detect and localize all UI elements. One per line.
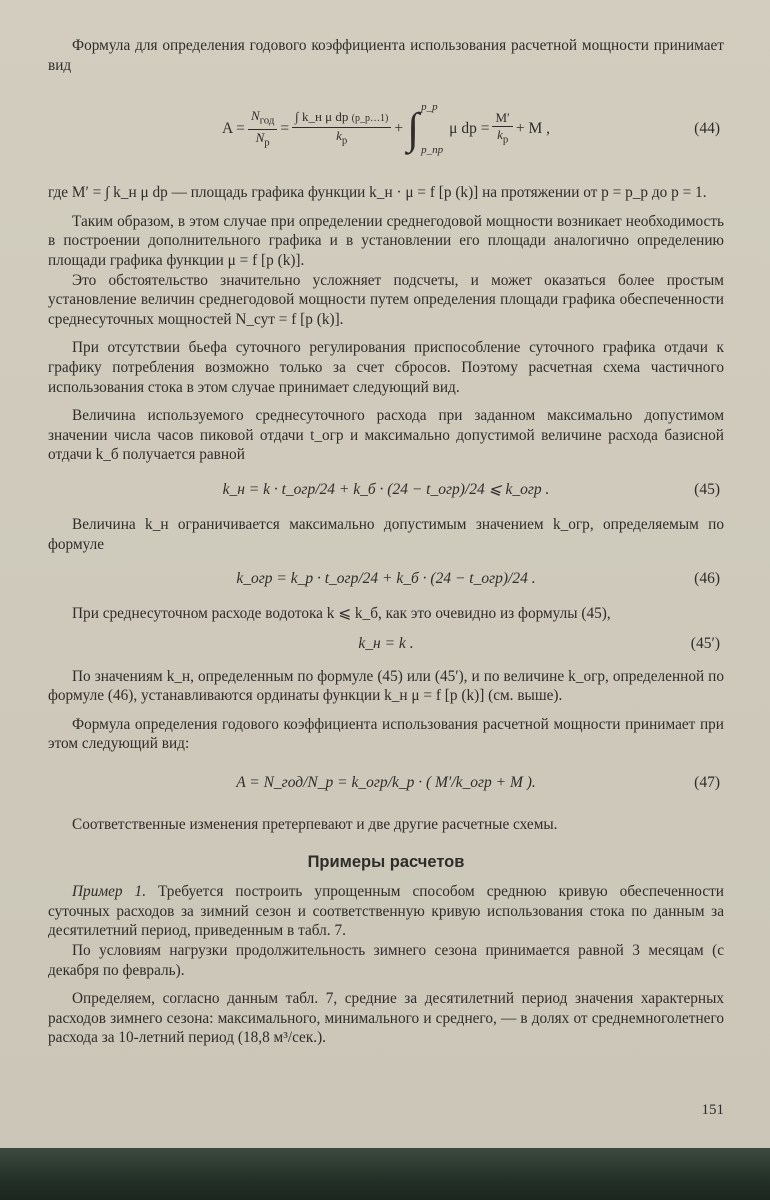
equation-number: (44) <box>694 120 720 138</box>
paragraph: Соответственные изменения претерпевают и две другие расчетные схемы. <box>72 816 558 834</box>
paragraph: При среднесуточном расходе водотока k ⩽ k_б, как это очевидно из формулы (45), <box>72 605 611 623</box>
paragraph: Величина используемого среднесуточного расхода при заданном максимально допустимом значении числа часов пиковой отдачи t_огр и максимально допустимой величине расхода базисной отдачи k_б получается равной <box>48 407 724 464</box>
paragraph: Таким образом, в этом случае при определении среднегодовой мощности возникает необходимость в построении дополнительного графика и в установлении его площади аналогично определению площади графика функции μ = f [p (k)]. <box>48 212 724 269</box>
equation-46: k_огр = k_р · t_огр/24 + k_б · (24 − t_огр)/24 . (46) <box>236 570 720 588</box>
equation-number: (46) <box>694 570 720 588</box>
integral-limits: p_р p_пр <box>421 101 444 156</box>
paragraph: Формула для определения годового коэффициента использования расчетной мощности принимает вид <box>48 37 724 74</box>
integral-sign: ∫ <box>407 104 420 154</box>
eq44-frac-m: $\frac{M'}{k_р}$ <box>492 111 512 147</box>
paragraph: Это обстоятельство значительно усложняет подсчеты, и может оказаться более простым установление величин среднегодовой мощности путем определения площади графика обеспеченности среднесуточных мощностей N_сут = f [p (k)]. <box>48 271 724 328</box>
equation-number: (45′) <box>690 634 720 652</box>
book-binding <box>0 1148 770 1200</box>
paragraph: По условиям нагрузки продолжительность зимнего сезона принимается равной 3 месяцам (с декабря по февраль). <box>48 942 724 979</box>
equation-47: A = N_год/N_р = k_огр/k_р · ( M′/k_огр + M ). (47) <box>236 774 720 792</box>
equation-45: k_н = k · t_огр/24 + k_б · (24 − t_огр)/24 ⩽ k_огр . (45) <box>222 481 720 499</box>
section-heading: Примеры расчетов <box>307 852 465 871</box>
equation-number: (45) <box>694 481 720 499</box>
equation-number: (47) <box>694 774 720 792</box>
page-content <box>48 36 724 1048</box>
eq44-frac-mid: $\frac{\text{∫ k\_н μ dp (p\_р…1)}}{k_р}$ <box>292 110 391 148</box>
example-paragraph: Пример 1. Требуется построить упрощенным способом среднюю кривую обеспеченности суточных расходов за зимний сезон и соответственную кривую использования стока по данным за десятилетний период, приведенным в табл. 7. <box>48 883 724 940</box>
page-number: 151 <box>701 1102 724 1118</box>
example-label: Пример 1. <box>72 883 147 901</box>
equation-44: A = $\frac{N_{год}}{N_р}$ = $\frac{\text{∫ k\_н μ dp (p\_р…1)}}{k_р}$ + ∫ p_р p_пр μ dp = $\frac{M'}{k_р}$ + M , (44) <box>48 81 724 177</box>
paragraph: Величина k_н ограничивается максимально допустимым значением k_огр, определяемым по формуле <box>48 515 724 553</box>
paragraph: Определяем, согласно данным табл. 7, средние за десятилетний период значения характерных расходов зимнего сезона: максимального, минимального и среднего, — в долях от среднемноголетнего расхода за 10-летний период (18,8 м³/сек.). <box>48 990 724 1047</box>
paragraph: Формула определения годового коэффициента использования расчетной мощности принимает при этом следующий вид: <box>48 715 724 753</box>
paragraph: где M′ = ∫ k_н μ dp — площадь графика функции k_н · μ = f [p (k)] на протяжении от p = p_р до p = 1. <box>48 184 707 202</box>
eq44-frac-n: $\frac{N_{год}}{N_р}$ <box>248 109 277 149</box>
paragraph: По значениям k_н, определенным по формуле (45) или (45′), и по величине k_огр, определенной по формуле (46), устанавливаются ординаты функции k_н μ = f [p (k)] (см. выше). <box>48 667 724 705</box>
eq44-lhs: A = <box>221 120 245 138</box>
paragraph: При отсутствии бьефа суточного регулирования приспособление суточного графика отдачи к графику потребления возможно только за счет сбросов. Поэтому расчетная схема частичного использования стока в этом случае принимает следующий вид. <box>48 339 724 396</box>
equation-45-prime: k_н = k . (45′) <box>358 634 720 652</box>
